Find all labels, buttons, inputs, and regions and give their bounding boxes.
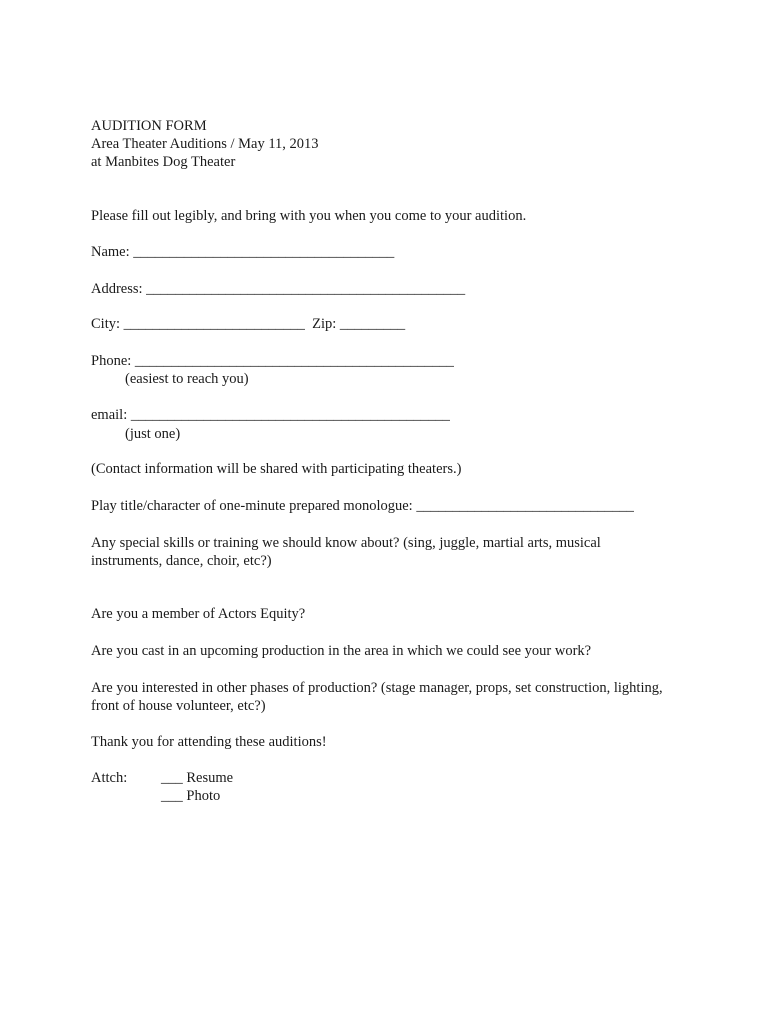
phone-note: (easiest to reach you) (125, 371, 249, 387)
intro-text: Please fill out legibly, and bring with you when you come to your audition. (91, 208, 527, 224)
email-field[interactable]: email: ____________________________________________ (91, 407, 450, 423)
attach-label: Attch: (91, 770, 128, 786)
skills-question-line1: Any special skills or training we should know about? (sing, juggle, martial arts, musical (91, 535, 601, 551)
name-field[interactable]: Name: ____________________________________ (91, 244, 395, 260)
attach-resume-checkbox[interactable]: ___ Resume (161, 770, 234, 786)
thank-you-text: Thank you for attending these auditions! (91, 734, 327, 750)
production-phases-line1: Are you interested in other phases of production? (stage manager, props, set construction, lighting, (91, 680, 663, 696)
upcoming-production-question: Are you cast in an upcoming production in the area in which we could see your work? (91, 643, 592, 659)
production-phases-line2: front of house volunteer, etc?) (91, 698, 266, 714)
equity-question: Are you a member of Actors Equity? (91, 606, 306, 622)
city-zip-field[interactable]: City: _________________________ Zip: _________ (91, 316, 406, 332)
address-field[interactable]: Address: ____________________________________________ (91, 281, 466, 297)
contact-note: (Contact information will be shared with participating theaters.) (91, 461, 462, 477)
attach-photo-checkbox[interactable]: ___ Photo (161, 788, 221, 804)
form-subtitle: Area Theater Auditions / May 11, 2013 (91, 136, 319, 152)
email-note: (just one) (125, 426, 181, 442)
form-venue: at Manbites Dog Theater (91, 154, 236, 170)
monologue-field[interactable]: Play title/character of one-minute prepared monologue: ______________________________ (91, 498, 634, 514)
form-title: AUDITION FORM (91, 118, 207, 134)
phone-field[interactable]: Phone: ____________________________________________ (91, 353, 454, 369)
skills-question-line2: instruments, dance, choir, etc?) (91, 553, 272, 569)
